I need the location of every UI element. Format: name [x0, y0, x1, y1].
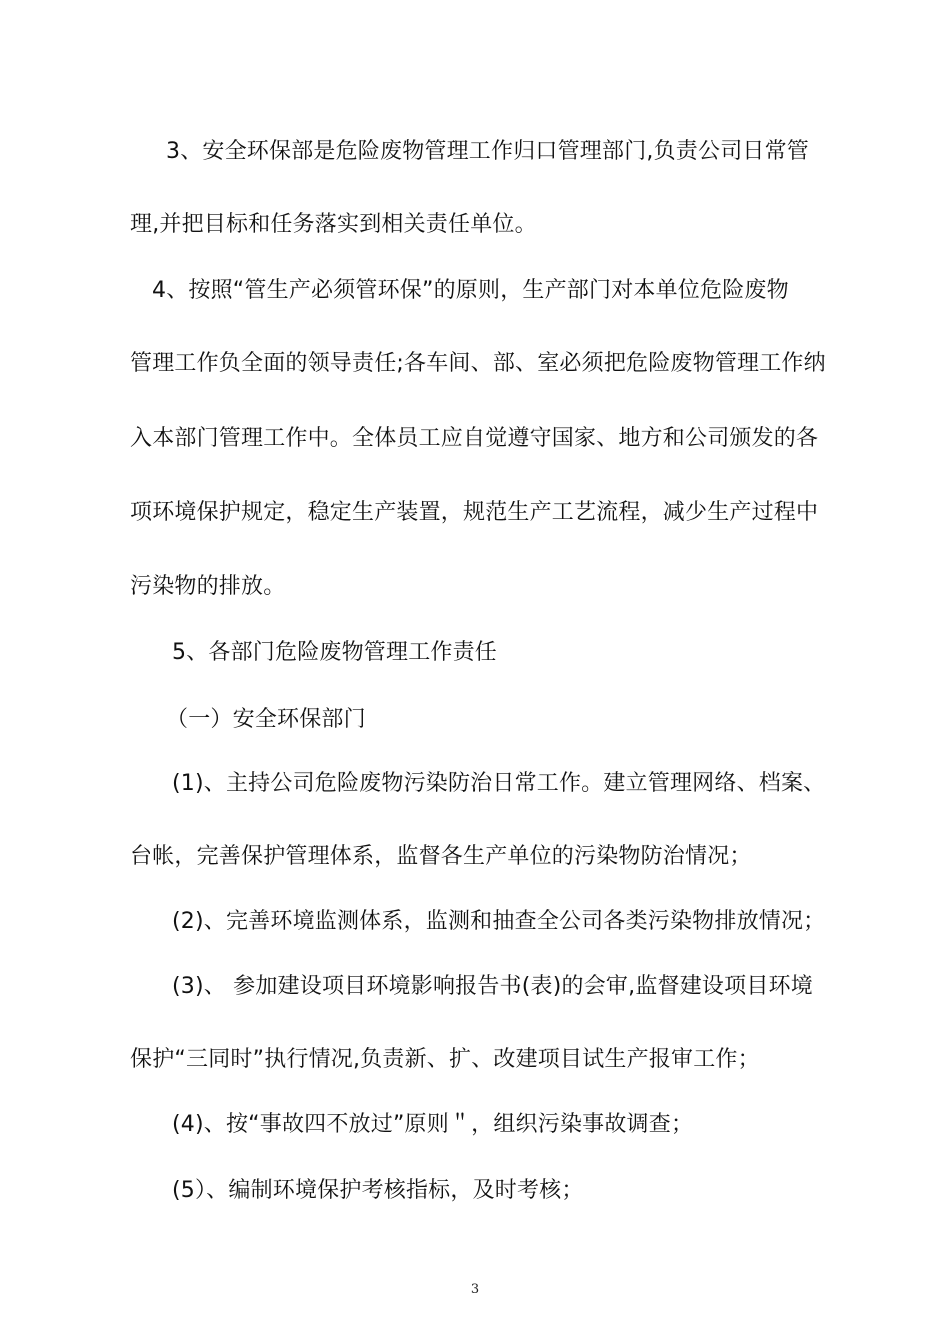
item-3-line-2: 保护“三同时”执行情况,负责新、扩、改建项目试生产报审工作；	[130, 1047, 760, 1072]
paragraph-4-line-3: 入本部门管理工作中。全体员工应自觉遵守国家、地方和公司颁发的各	[130, 426, 819, 451]
subsection-heading: （一）安全环保部门	[166, 707, 366, 732]
paragraph-4-line-5: 污染物的排放。	[130, 574, 286, 599]
paragraph-4-line-2: 管理工作负全面的领导责任;各车间、部、室必须把危险废物管理工作纳	[130, 351, 826, 376]
item-1-line-2: 台帐，完善保护管理体系，监督各生产单位的污染物防治情况；	[130, 844, 752, 869]
item-2-line-1: (2)、完善环境监测体系，监测和抽查全公司各类污染物排放情况；	[172, 909, 826, 934]
item-1-line-1: (1)、主持公司危险废物污染防治日常工作。建立管理网络、档案、	[172, 771, 826, 796]
paragraph-3-line-2: 理,并把目标和任务落实到相关责任单位。	[130, 212, 537, 237]
item-5-line-1: (5）、编制环境保护考核指标，及时考核；	[172, 1178, 584, 1203]
section-5-heading: 5、各部门危险废物管理工作责任	[172, 640, 497, 665]
item-3-line-1: (3)、 参加建设项目环境影响报告书(表)的会审,监督建设项目环境	[172, 974, 813, 999]
paragraph-4-line-1: 4、按照“管生产必须管环保”的原则，生产部门对本单位危险废物	[152, 278, 789, 303]
item-4-line-1: (4)、按“事故四不放过”原则＂，组织污染事故调查；	[172, 1112, 694, 1137]
paragraph-4-line-4: 项环境保护规定，稳定生产装置，规范生产工艺流程，减少生产过程中	[130, 500, 819, 525]
paragraph-3-line-1: 3、安全环保部是危险废物管理工作归口管理部门,负责公司日常管	[166, 139, 809, 164]
page-number: 3	[470, 1282, 480, 1297]
